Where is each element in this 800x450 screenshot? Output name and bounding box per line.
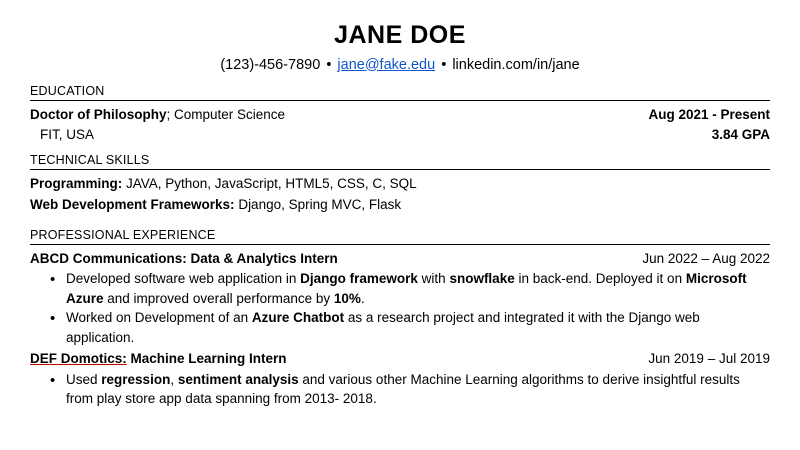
section-title-skills: TECHNICAL SKILLS	[30, 153, 150, 168]
education-dates: Aug 2021 - Present	[648, 107, 770, 123]
education-gpa: 3.84 GPA	[711, 126, 770, 142]
contact-line	[30, 56, 770, 75]
skills-label-programming: Programming:	[30, 176, 123, 192]
skills-row	[30, 195, 770, 215]
section-title-education: EDUCATION	[30, 84, 105, 99]
education-school-row	[30, 125, 770, 145]
experience-job	[30, 349, 770, 408]
experience-job-header	[30, 249, 770, 269]
experience-company: ABCD Communications:	[30, 250, 187, 266]
email-link[interactable]: jane@fake.edu	[337, 56, 436, 73]
spacer-education-skills	[30, 144, 770, 153]
experience-bullet-list	[30, 269, 770, 347]
experience-job-title	[30, 349, 287, 369]
education-entry-row	[30, 105, 770, 125]
list-item	[66, 370, 770, 409]
skills-label-frameworks: Web Development Frameworks:	[30, 196, 235, 212]
contact-separator-1: •	[326, 56, 332, 73]
education-school: FIT, USA	[40, 126, 95, 142]
experience-job-title	[30, 249, 338, 269]
education-field: Computer Science	[170, 107, 286, 123]
experience-job-header	[30, 349, 770, 369]
education-degree-name: Doctor of Philosophy	[30, 107, 167, 123]
bullet-text: Developed software web application in Django framework with snowflake in back-end. Deployed it on Microsoft Azure and improved overall performance by 10%.	[66, 271, 747, 306]
experience-dates: Jun 2019 – Jul 2019	[648, 351, 770, 367]
experience-company: DEF Domotics:	[30, 351, 127, 367]
skills-row	[30, 174, 770, 194]
section-divider-skills	[30, 169, 770, 170]
section-divider-education	[30, 100, 770, 101]
section-title-experience: PROFESSIONAL EXPERIENCE	[30, 227, 216, 242]
education-degree-separator: ;	[166, 107, 171, 123]
section-divider-experience	[30, 244, 770, 245]
experience-role: Data & Analytics Intern	[186, 250, 338, 266]
experience-bullet-list	[30, 370, 770, 409]
list-item	[66, 269, 770, 308]
contact-separator-2: •	[441, 56, 447, 73]
skills-value-frameworks: Django, Spring MVC, Flask	[234, 196, 402, 212]
spacer-skills-experience	[30, 215, 770, 228]
experience-dates: Jun 2022 – Aug 2022	[642, 250, 770, 266]
linkedin-text: linkedin.com/in/jane	[452, 56, 580, 73]
education-degree	[30, 105, 285, 125]
skills-value-programming: JAVA, Python, JavaScript, HTML5, CSS, C, SQL	[122, 176, 417, 192]
phone-text: (123)-456-7890	[220, 56, 321, 73]
page-title: JANE DOE	[334, 21, 466, 49]
experience-job	[30, 249, 770, 348]
list-item	[66, 308, 770, 347]
experience-role: Machine Learning Intern	[126, 351, 287, 367]
bullet-text: Worked on Development of an Azure Chatbot as a research project and integrated it with the Django web application.	[66, 310, 700, 345]
bullet-text: Used regression, sentiment analysis and various other Machine Learning algorithms to derive insightful results from play store app data spanning from 2013- 2018.	[66, 371, 740, 407]
